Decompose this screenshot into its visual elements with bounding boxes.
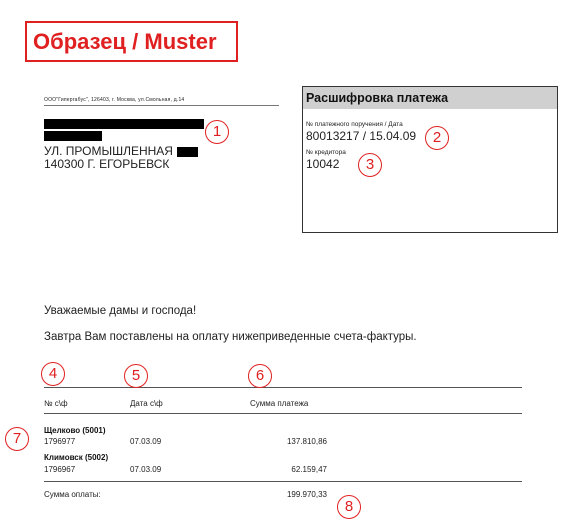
table-cell-invoice: 1796977	[44, 437, 76, 446]
sample-stamp: Образец / Muster	[25, 21, 238, 62]
redacted-name-block	[44, 119, 204, 129]
header-payment-amount: Сумма платежа	[250, 399, 309, 408]
order-label: № платежного поручения / Дата	[306, 121, 403, 128]
table-cell-date: 07.03.09	[130, 465, 162, 474]
table-cell-date: 07.03.09	[130, 437, 162, 446]
total-value: 199.970,33	[286, 490, 327, 499]
marker-1: 1	[205, 120, 229, 144]
group-name: Щелково (5001)	[44, 426, 106, 435]
creditor-value: 10042	[306, 157, 340, 171]
greeting-text: Уважаемые дамы и господа!	[44, 305, 197, 317]
creditor-label: № кредитора	[306, 149, 346, 156]
table-bottom-rule	[44, 481, 522, 482]
order-value: 80013217 / 15.04.09	[306, 129, 417, 143]
group-name: Климовск (5002)	[44, 453, 109, 462]
table-cell-invoice: 1796967	[44, 465, 76, 474]
marker-2: 2	[425, 126, 449, 150]
marker-6: 6	[248, 364, 272, 388]
body-text: Завтра Вам поставлены на оплату нижеприведенные счета-фактуры.	[44, 331, 417, 343]
redacted-house-block	[177, 147, 198, 157]
marker-8: 8	[337, 495, 361, 519]
table-cell-amount: 62.159,47	[291, 465, 327, 474]
marker-7: 7	[5, 427, 29, 451]
redacted-name-block-2	[44, 131, 102, 141]
total-label: Сумма оплаты:	[44, 490, 101, 499]
sender-return-line: ООО"Гипергабус", 126403, г. Москва, ул.Смольная, д.14	[44, 97, 185, 103]
marker-3: 3	[358, 153, 382, 177]
recipient-city: 140300 Г. ЕГОРЬЕВСК	[44, 157, 170, 171]
marker-5: 5	[124, 364, 148, 388]
marker-4: 4	[41, 362, 65, 386]
table-top-rule	[44, 387, 522, 388]
table-header-rule	[44, 413, 522, 414]
header-invoice-number: № с\ф	[44, 399, 68, 408]
header-invoice-date: Дата с\ф	[130, 399, 163, 408]
sender-underline	[44, 105, 279, 106]
recipient-street: УЛ. ПРОМЫШЛЕННАЯ	[44, 144, 173, 158]
table-cell-amount: 137.810,86	[286, 437, 327, 446]
payment-details-title: Расшифровка платежа	[303, 87, 557, 109]
